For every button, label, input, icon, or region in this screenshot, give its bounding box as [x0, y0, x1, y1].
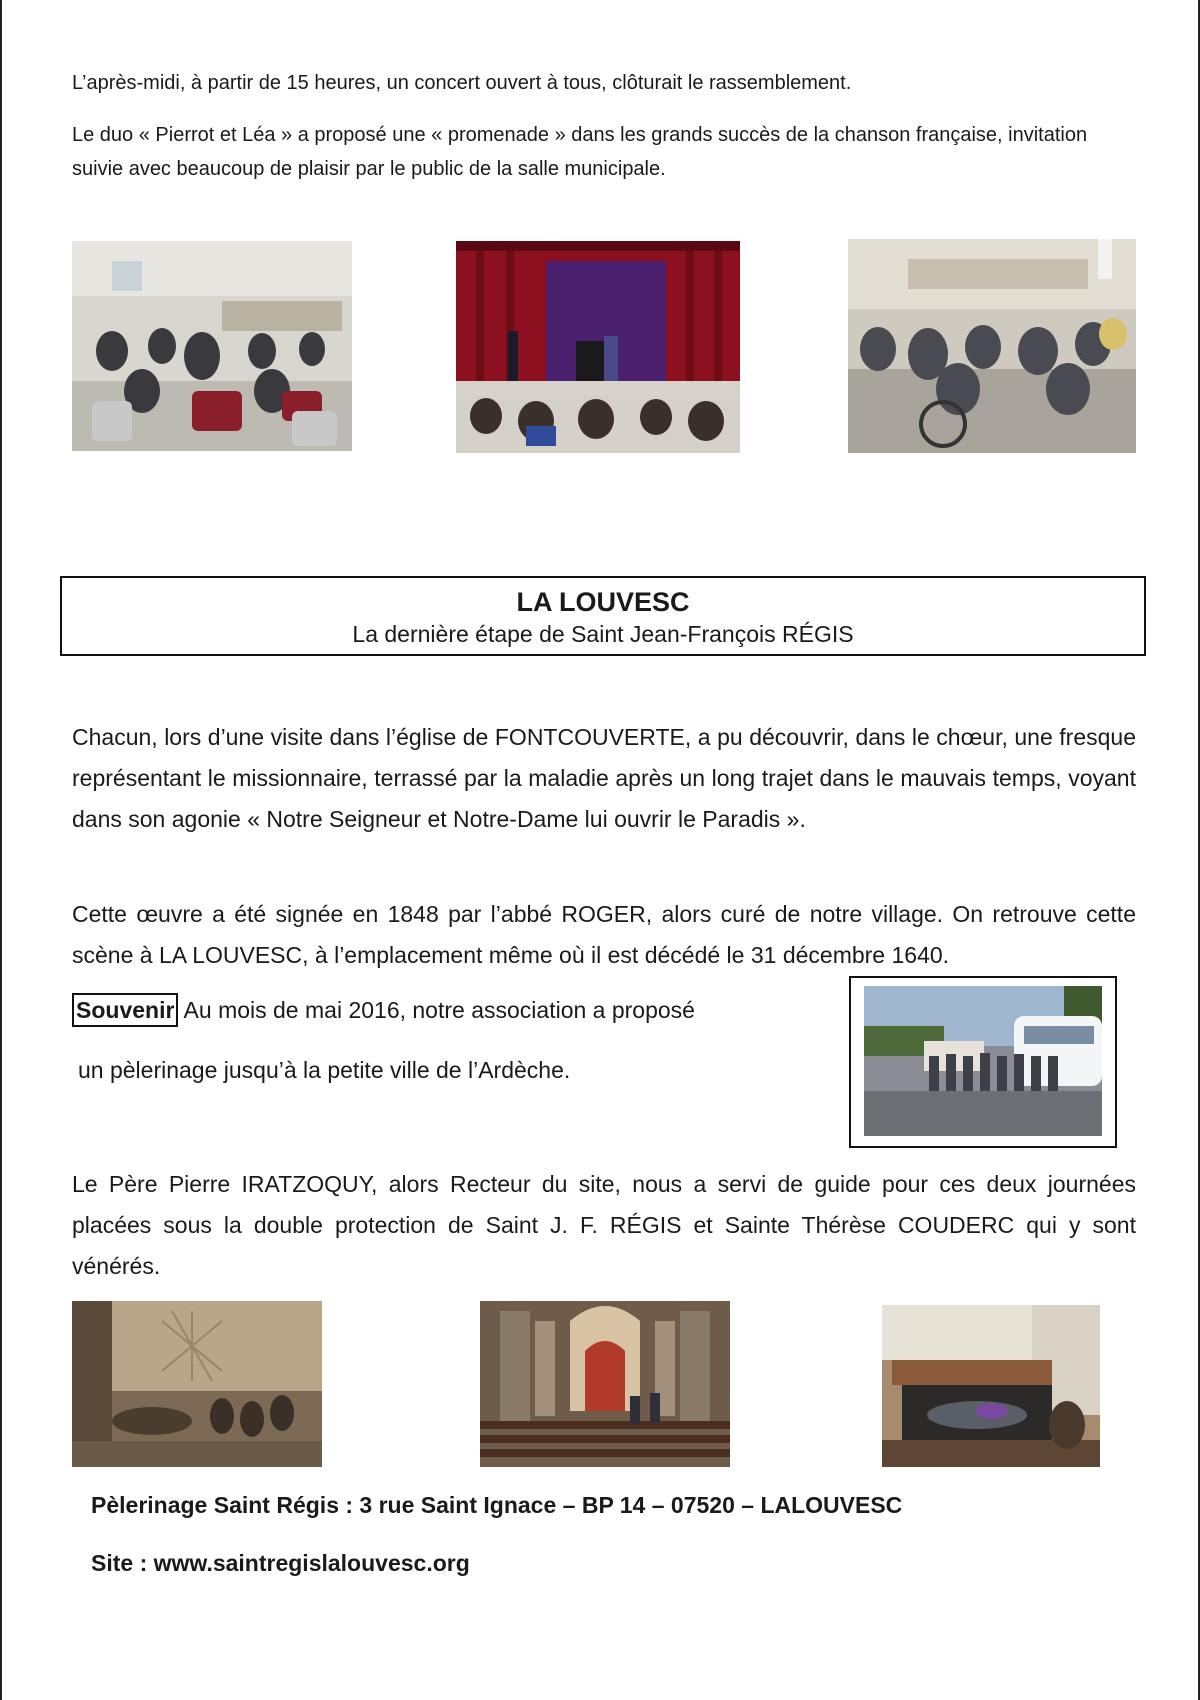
body-paragraph-3: Le Père Pierre IRATZOQUY, alors Recteur du site, nous a servi de guide pour ces deux journées placées sous la double protection de Saint J. F. RÉGIS et Sainte Thérèse COUDERC qui y sont vénérés. [72, 1171, 1136, 1279]
footer-address: Pèlerinage Saint Régis : 3 rue Saint Ignace – BP 14 – 07520 – LALOUVESC [91, 1492, 903, 1518]
souvenir-text: Au mois de mai 2016, notre association a proposé [183, 997, 695, 1023]
section-title: LA LOUVESC [516, 587, 690, 617]
intro-paragraph-2: Le duo « Pierrot et Léa » a proposé une « promenade » dans les grands succès de la chanson française, invitation suivie avec beaucoup de plaisir par le public de la salle municipale. [72, 124, 1088, 180]
souvenir-line-2: un pèlerinage jusqu’à la petite ville de l’Ardèche. [78, 1057, 571, 1083]
footer-site: Site : www.saintregislalouvesc.org [91, 1550, 470, 1576]
photo-pilgrim-group [864, 986, 1102, 1136]
souvenir-label: Souvenir [72, 993, 178, 1027]
photo-concert-stage [456, 241, 740, 453]
photo-reliquary [882, 1305, 1100, 1467]
intro-paragraph-1: L’après-midi, à partir de 15 heures, un concert ouvert à tous, clôturait le rassemblement. [72, 72, 852, 94]
section-title-box [60, 576, 1146, 656]
photo-audience-hall [72, 241, 352, 451]
body-paragraph-2: Cette œuvre a été signée en 1848 par l’abbé ROGER, alors curé de notre village. On retrouve cette scène à LA LOUVESC, à l’emplacement même où il est décédé le 31 décembre 1640. [72, 901, 1136, 968]
section-subtitle: La dernière étape de Saint Jean-François RÉGIS [352, 621, 854, 647]
souvenir-line [72, 990, 832, 1031]
photo-frame-group [849, 976, 1117, 1148]
photo-fresco [72, 1301, 322, 1467]
body-paragraph-1: Chacun, lors d’une visite dans l’église de FONTCOUVERTE, a pu découvrir, dans le chœur, une fresque représentant le missionnaire, terrassé par la maladie après un long trajet dans le mauvais temps, voyant dans son agonie « Notre Seigneur et Notre-Dame lui ouvrir le Paradis ». [72, 724, 1136, 832]
photo-basilica-interior [480, 1301, 730, 1467]
photo-audience-seated [848, 239, 1136, 453]
